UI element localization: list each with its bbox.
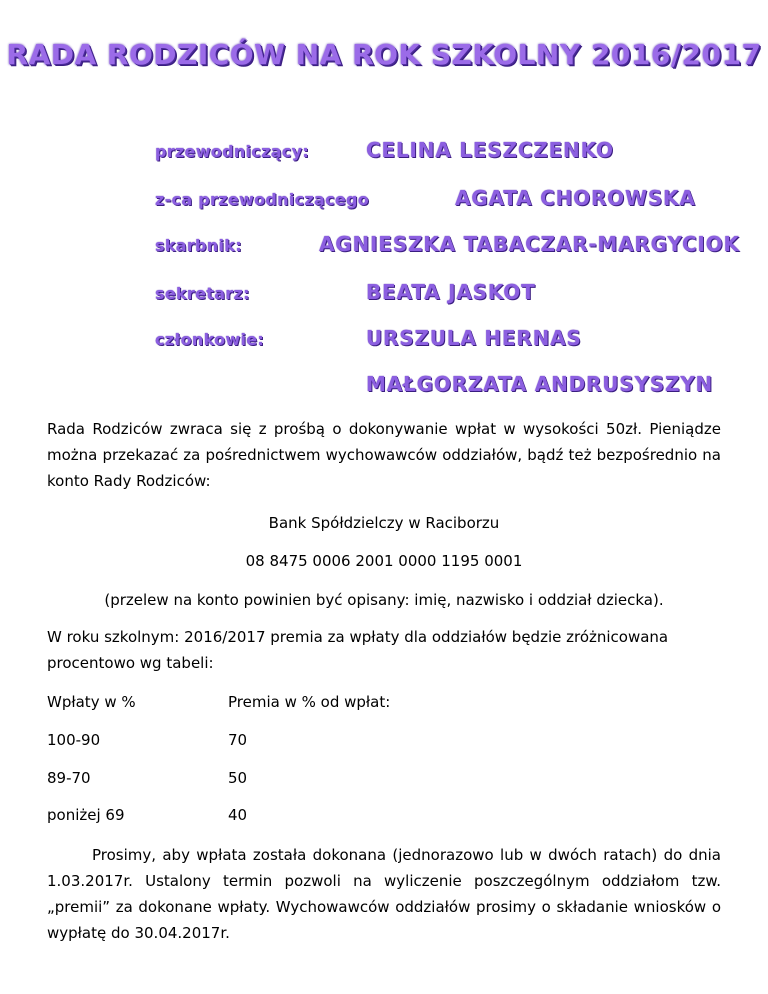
name-member-2: MAŁGORZATA ANDRUSYSZYN bbox=[366, 372, 714, 396]
bank-name: Bank Spółdzielczy w Raciborzu bbox=[268, 514, 500, 532]
role-chairperson: przewodniczący: bbox=[155, 142, 310, 161]
page-title: RADA RODZICÓW NA ROK SZKOLNY 2016/2017 bbox=[6, 38, 762, 71]
name-member-1: URSZULA HERNAS bbox=[366, 326, 582, 350]
transfer-note: (przelew na konto powinien być opisany: imię, nazwisko i oddział dziecka). bbox=[104, 591, 664, 609]
name-treasurer: AGNIESZKA TABACZAR-MARGYCIOK bbox=[319, 232, 740, 256]
premium-intro: W roku szkolnym: 2016/2017 premia za wpłaty dla oddziałów będzie zróżnicowana procentowo wg tabeli: bbox=[47, 628, 669, 672]
name-secretary: BEATA JASKOT bbox=[366, 280, 536, 304]
role-secretary: sekretarz: bbox=[155, 284, 250, 303]
table-cell: poniżej 69 bbox=[47, 806, 125, 824]
account-number: 08 8475 0006 2001 0000 1195 0001 bbox=[245, 552, 523, 570]
table-header-payments: Wpłaty w % bbox=[47, 693, 136, 711]
table-cell: 50 bbox=[228, 769, 248, 787]
table-cell: 40 bbox=[228, 806, 248, 824]
table-cell: 100-90 bbox=[47, 731, 101, 749]
role-treasurer: skarbnik: bbox=[155, 236, 242, 255]
appeal-paragraph: Rada Rodziców zwraca się z prośbą o dokonywanie wpłat w wysokości 50zł. Pieniądze można przekazać za pośrednictwem wychowawców oddziałów, bądź też bezpośrednio na konto Rady Rodziców: bbox=[47, 420, 721, 490]
role-vice-chairperson: z-ca przewodniczącego bbox=[155, 190, 370, 209]
table-cell: 70 bbox=[228, 731, 248, 749]
name-vice-chairperson: AGATA CHOROWSKA bbox=[455, 186, 696, 210]
closing-paragraph: Prosimy, aby wpłata została dokonana (jednorazowo lub w dwóch ratach) do dnia 1.03.2017r. Ustalony termin pozwoli na wyliczenie poszczególnym oddziałom tzw. „premii” za dokonane wpłaty. Wychowawców oddziałów prosimy o składanie wniosków o wypłatę do 30.04.2017r. bbox=[47, 846, 721, 942]
table-cell: 89-70 bbox=[47, 769, 91, 787]
role-members: członkowie: bbox=[155, 330, 265, 349]
table-header-premium: Premia w % od wpłat: bbox=[228, 693, 391, 711]
name-chairperson: CELINA LESZCZENKO bbox=[366, 138, 614, 162]
